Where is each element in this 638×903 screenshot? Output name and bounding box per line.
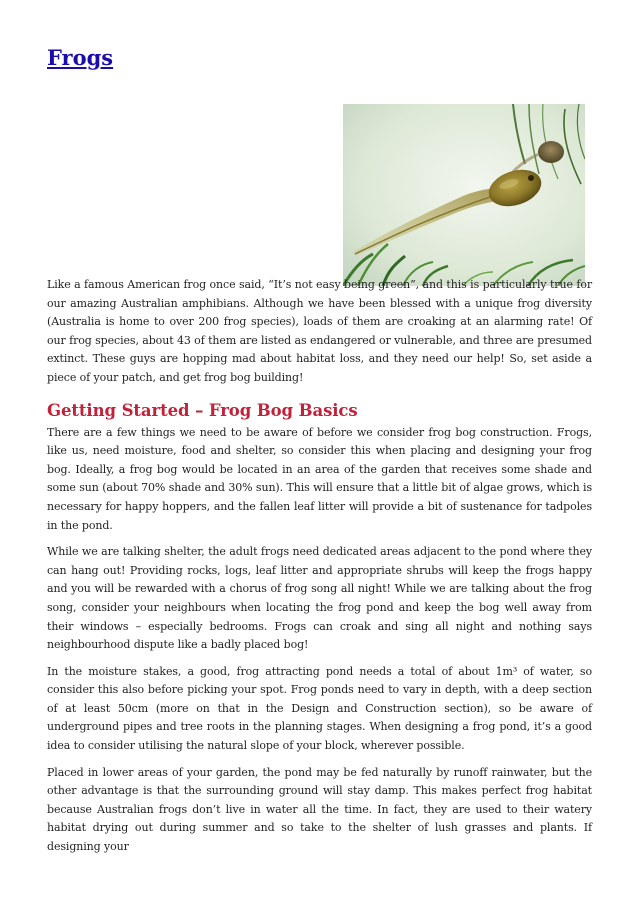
body-paragraph-4: Placed in lower areas of your garden, the pond may be fed naturally by runoff rainwater, but the other advantage is that the surrounding ground will stay damp. This makes perfect frog habitat because Australian frogs don’t live in water all the time. In fact, they are used to their watery habitat drying out during summer and so take to the shelter of lush grasses and plants. If designing your: [47, 765, 592, 854]
body-paragraph-1: There are a few things we need to be aware of before we consider frog bog construction. Frogs, like us, need moisture, food and shelter, so consider this when placing and designing your frog bog. Ideally, a frog bog would be located in an area of the garden that receives some shade and some sun (about 70% shade and 30% sun). This will ensure that a little bit of algae grows, which is necessary for happy hoppers, and the fallen leaf litter will provide a bit of sustenance for tadpoles in the pond.: [47, 425, 592, 532]
article-body: [47, 276, 592, 857]
page-title-link[interactable]: Frogs: [47, 45, 114, 70]
tadpole-photo: [343, 104, 585, 286]
intro-paragraph: Like a famous American frog once said, “It’s not easy being green”, and this is particularly true for our amazing Australian amphibians. Although we have been blessed with a unique frog diversity (Australia is home to over 200 frog species), loads of them are croaking at an alarming rate! Of our frog species, about 43 of them are listed as endangered or vulnerable, and three are presumed extinct. These guys are hopping mad about habitat loss, and they need our help! So, set aside a piece of your patch, and get frog bog building!: [47, 278, 592, 384]
body-paragraph-2: While we are talking shelter, the adult frogs need dedicated areas adjacent to the pond where they can hang out! Providing rocks, logs, leaf litter and appropriate shrubs will keep the frogs happy and you will be rewarded with a chorus of frog song all night! While we are talking about the frog song, consider your neighbours when locating the frog pond and keep the bog well away from their windows – especially bedrooms. Frogs can croak and sing all night and nothing says neighbourhood dispute like a badly placed bog!: [47, 545, 592, 652]
body-paragraph-3: In the moisture stakes, a good, frog attracting pond needs a total of about 1m³ of water, so consider this also before picking your spot. Frog ponds need to vary in depth, with a deep section of at least 50cm (more on that in the Design and Construction section), so be aware of underground pipes and tree roots in the planning stages. When designing a frog pond, it’s a good idea to consider utilising the natural slope of your block, wherever possible.: [47, 664, 592, 753]
section-heading: Getting Started – Frog Bog Basics: [47, 400, 358, 420]
